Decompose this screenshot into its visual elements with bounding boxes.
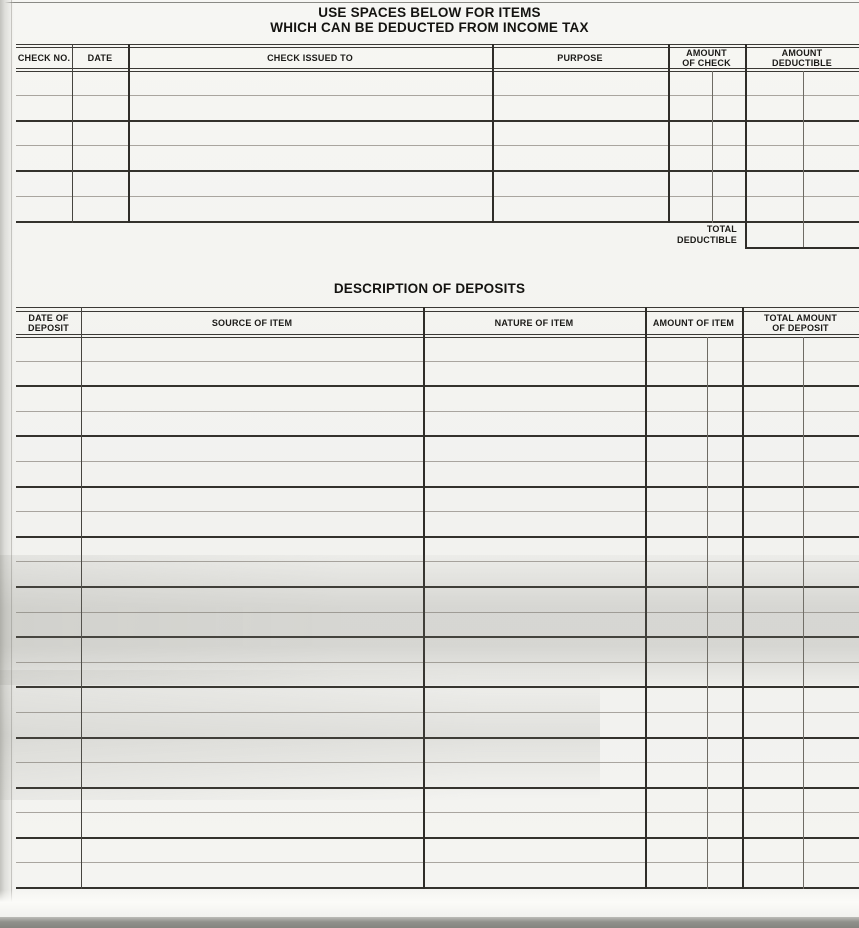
deposit-entry-row — [16, 362, 859, 388]
deposit-entry-row — [16, 763, 859, 789]
column-header-total-amount-line1: TOTAL AMOUNT — [763, 312, 838, 323]
deposit-entry-row — [16, 688, 859, 713]
deposit-entry-row — [16, 512, 859, 538]
deduction-table — [16, 44, 859, 249]
column-header-amount-of-check-line2: OF CHECK — [682, 57, 731, 68]
column-header-purpose — [492, 47, 668, 68]
divider-issuedto-purpose — [492, 44, 494, 223]
column-header-check-no — [16, 47, 72, 68]
divider-datedeposit-source — [81, 307, 82, 889]
page-bottom-curl-highlight — [0, 890, 859, 917]
deposit-entry-row — [16, 387, 859, 412]
deposit-entry-row — [16, 437, 859, 462]
deduction-entry-row — [16, 172, 859, 197]
column-header-amount-of-check — [668, 47, 745, 68]
column-header-date — [72, 47, 128, 68]
divider-amountitem-totalamount — [742, 307, 744, 889]
deduction-entry-row — [16, 71, 859, 96]
deposit-entry-row — [16, 488, 859, 513]
page-top-edge-line — [0, 2, 859, 3]
column-header-total-amount-of-deposit — [742, 311, 859, 334]
cents-divider-total-amount — [803, 337, 804, 889]
column-header-amount-deductible-line2: DEDUCTIBLE — [772, 57, 832, 68]
deposit-entry-row — [16, 613, 859, 639]
deposit-entry-row — [16, 638, 859, 663]
divider-checkno-date — [72, 44, 73, 223]
column-header-source-of-item — [81, 311, 423, 334]
total-deductible-label-line2: DEDUCTIBLE — [677, 234, 737, 245]
column-header-amount-deductible-line1: AMOUNT — [781, 47, 823, 58]
deduction-table-body — [16, 71, 859, 223]
deposit-entry-row — [16, 337, 859, 362]
total-deductible-box — [745, 223, 859, 249]
deduction-entry-row — [16, 146, 859, 172]
deposits-header-bottom-rule-inner — [16, 334, 859, 335]
column-header-date-of-deposit — [16, 311, 81, 334]
divider-nature-amountitem — [645, 307, 647, 889]
column-header-check-issued-to — [128, 47, 492, 68]
column-header-amount-of-check-line1: AMOUNT — [686, 47, 727, 58]
form-title-line1: USE SPACES BELOW FOR ITEMS — [318, 5, 541, 20]
deduction-entry-row — [16, 122, 859, 147]
deposit-entry-row — [16, 739, 859, 764]
column-header-date-of-deposit-line1: DATE OF — [28, 312, 69, 323]
total-deductible-label-line1: TOTAL — [706, 224, 737, 234]
divider-purpose-amountcheck — [668, 44, 670, 223]
form-title-line2: WHICH CAN BE DEDUCTED FROM INCOME TAX — [270, 20, 589, 35]
deposit-entry-row — [16, 462, 859, 488]
column-header-nature-of-item — [423, 311, 645, 334]
deposits-table-top-rule-outer — [16, 307, 859, 308]
deduction-header-bottom-rule-inner — [16, 68, 859, 69]
cents-divider-amount-deductible — [803, 71, 804, 223]
paper-left-edge-crease — [11, 0, 12, 928]
total-deductible-cents-divider — [803, 223, 804, 247]
deposits-section-title: DESCRIPTION OF DEPOSITS — [333, 281, 526, 296]
deduction-entry-row — [16, 197, 859, 223]
deposit-entry-row — [16, 562, 859, 588]
deposit-entry-row — [16, 789, 859, 814]
deduction-entry-row — [16, 96, 859, 122]
deposit-entry-row — [16, 663, 859, 689]
deposit-entry-row — [16, 538, 859, 563]
column-header-source-of-item-label: SOURCE OF ITEM — [211, 317, 293, 328]
column-header-check-no-label: CHECK NO. — [17, 52, 71, 63]
deduction-table-top-rule-outer — [16, 44, 859, 45]
deposit-entry-row — [16, 713, 859, 739]
total-deductible-label — [677, 224, 737, 245]
scan-background-bottom-strip — [0, 917, 859, 928]
deposits-table-body — [16, 337, 859, 889]
column-header-purpose-label: PURPOSE — [557, 52, 603, 63]
deposit-entry-row — [16, 863, 859, 889]
divider-amountcheck-amountdeductible — [745, 44, 747, 223]
column-header-nature-of-item-label: NATURE OF ITEM — [494, 317, 574, 328]
column-header-total-amount-line2: OF DEPOSIT — [772, 322, 829, 333]
form-title — [0, 5, 859, 35]
divider-source-nature — [423, 307, 425, 889]
column-header-amount-deductible — [745, 47, 859, 68]
deposit-entry-row — [16, 839, 859, 864]
column-header-date-label: DATE — [87, 52, 113, 63]
column-header-date-of-deposit-line2: DEPOSIT — [28, 322, 69, 333]
column-header-amount-of-item — [645, 311, 742, 334]
column-header-amount-of-item-label: AMOUNT OF ITEM — [652, 317, 735, 328]
cents-divider-amount-of-check — [712, 71, 713, 223]
cents-divider-amount-of-item — [707, 337, 708, 889]
deposit-entry-row — [16, 412, 859, 438]
divider-date-issuedto — [128, 44, 130, 223]
deposits-table — [16, 307, 859, 889]
deposit-entry-row — [16, 588, 859, 613]
column-header-check-issued-to-label: CHECK ISSUED TO — [267, 52, 353, 63]
deposit-entry-row — [16, 813, 859, 839]
